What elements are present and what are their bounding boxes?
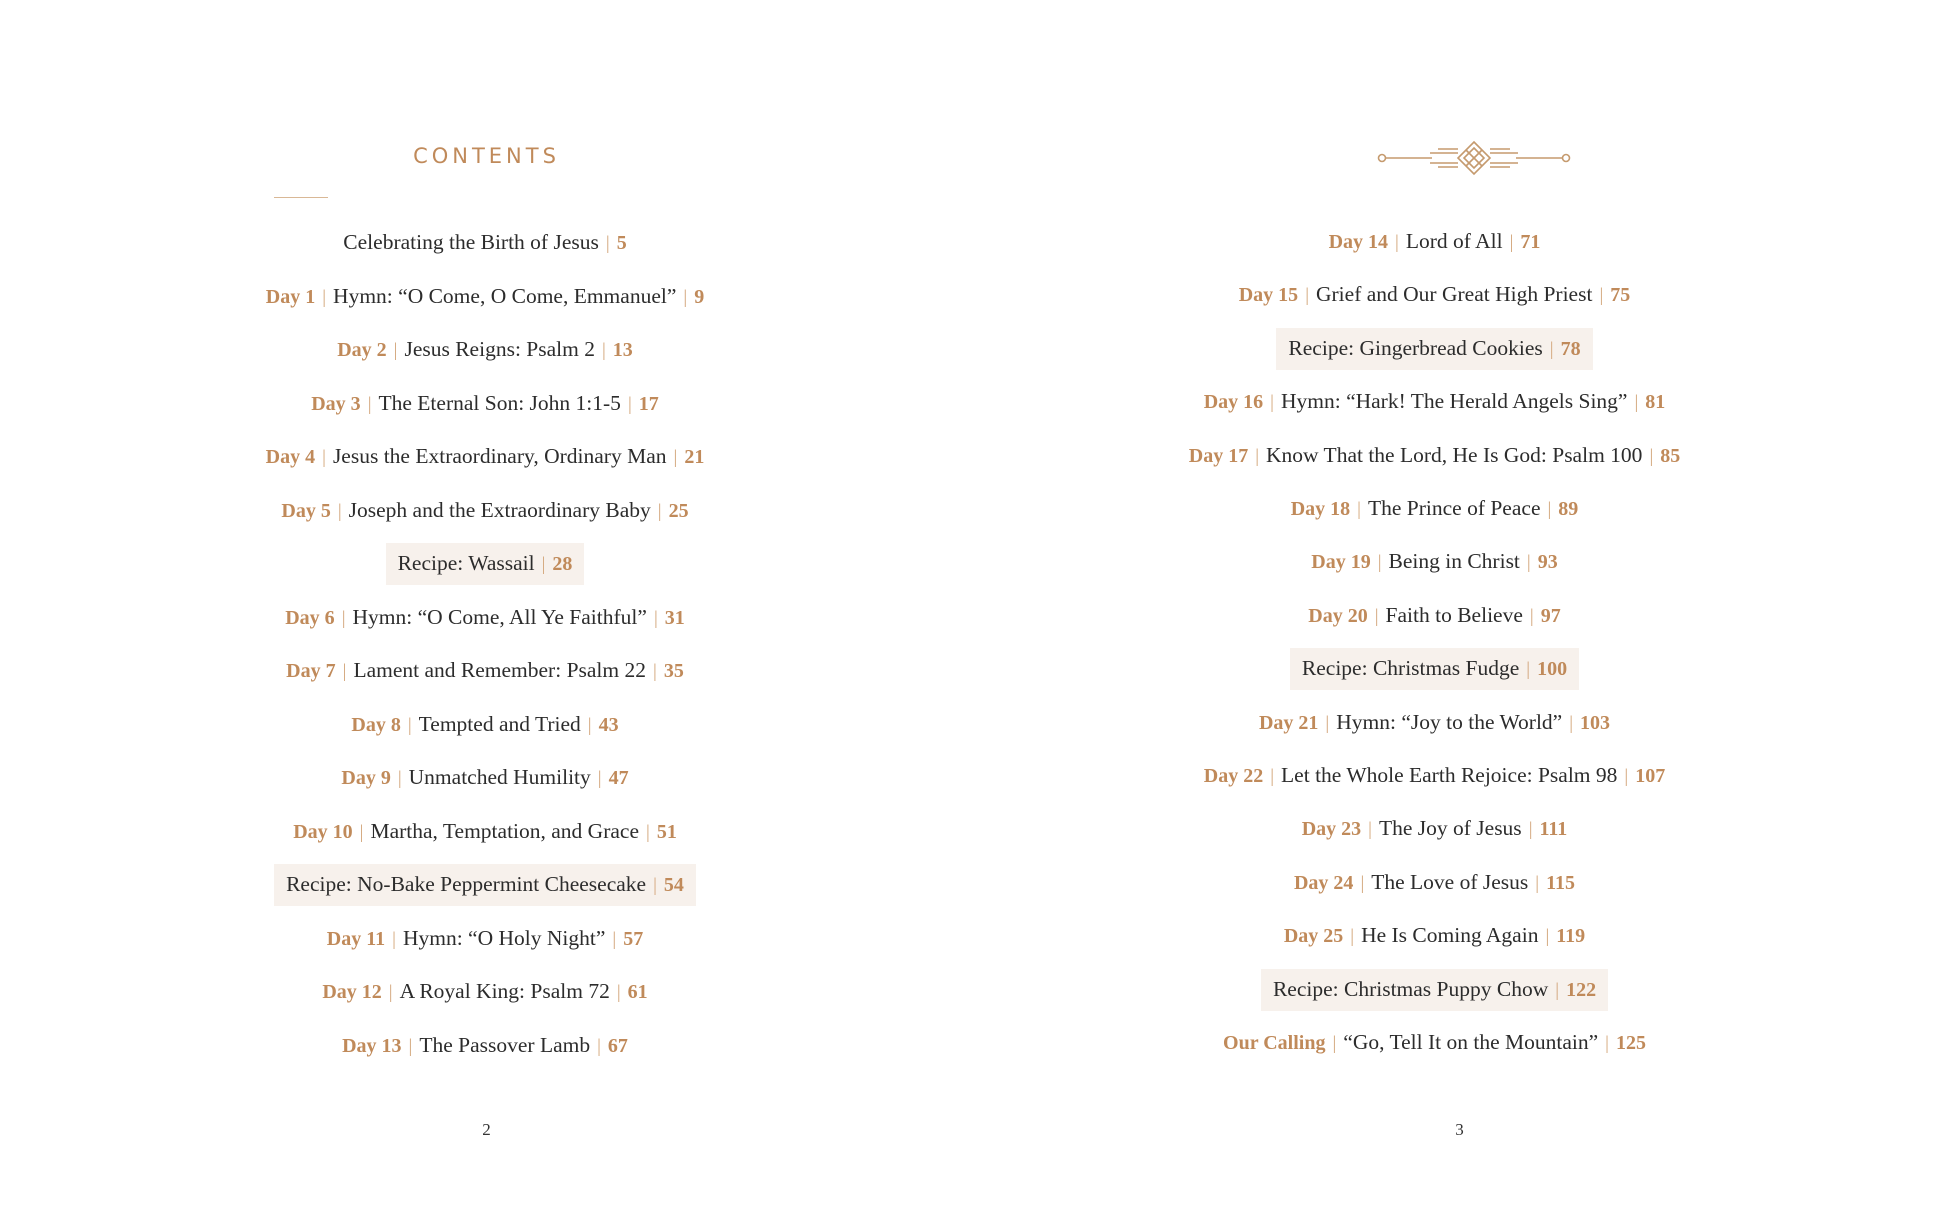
toc-entry-label: Day 22 <box>1203 765 1264 787</box>
separator-bar-icon: | <box>1545 926 1550 948</box>
toc-entry-title: Unmatched Humility <box>408 765 591 789</box>
toc-entry-title: Jesus Reigns: Psalm 2 <box>404 337 595 361</box>
separator-bar-icon: | <box>1535 872 1540 894</box>
separator-bar-icon: | <box>1599 285 1604 307</box>
toc-entry-title: Recipe: No-Bake Peppermint Cheesecake <box>286 872 647 896</box>
toc-entry-page-number: 21 <box>684 446 705 468</box>
toc-entry[interactable] <box>1123 381 1746 421</box>
separator-bar-icon: | <box>1270 392 1274 414</box>
separator-bar-icon: | <box>1526 659 1531 681</box>
separator-bar-icon: | <box>646 821 650 843</box>
separator-bar-icon: | <box>653 607 658 629</box>
toc-entry-page-number: 9 <box>694 285 705 308</box>
toc-entry-label: Day 12 <box>322 981 382 1003</box>
toc-entry-content <box>1296 595 1572 637</box>
toc-entry-title: Tempted and Tried <box>418 711 581 736</box>
toc-entry-label: Day 21 <box>1258 711 1319 734</box>
toc-entry[interactable] <box>185 329 785 369</box>
separator-bar-icon: | <box>359 821 364 843</box>
toc-entry-label: Day 23 <box>1301 818 1362 841</box>
toc-entry-page-number: 89 <box>1558 498 1579 520</box>
toc-entry[interactable] <box>185 757 785 797</box>
toc-entry-title: Hymn: “O Come, All Ye Faithful” <box>352 604 647 629</box>
separator-bar-icon: | <box>1528 819 1533 841</box>
toc-entry-content <box>299 383 671 425</box>
toc-entry[interactable] <box>1123 808 1746 848</box>
toc-entry[interactable] <box>185 971 785 1011</box>
toc-entry-content <box>281 811 689 853</box>
toc-entry-label: Day 7 <box>286 660 336 682</box>
toc-entry-label: Day 11 <box>326 927 386 950</box>
toc-entry-label: Day 16 <box>1203 391 1264 414</box>
toc-entry-label: Day 17 <box>1188 444 1249 467</box>
toc-entry-recipe[interactable] <box>185 864 785 904</box>
toc-entry[interactable] <box>185 1025 785 1065</box>
toc-entry[interactable] <box>185 811 785 851</box>
toc-entry-title: He Is Coming Again <box>1361 923 1539 948</box>
toc-entry-label: Day 8 <box>351 713 401 736</box>
separator-bar-icon: | <box>601 340 606 361</box>
toc-entry[interactable] <box>185 276 785 316</box>
toc-entry-title: Hymn: “Hark! The Herald Angels Sing” <box>1280 389 1628 414</box>
toc-entry-page-number: 13 <box>612 339 633 361</box>
toc-entry-title: Recipe: Gingerbread Cookies <box>1288 335 1543 360</box>
toc-entry-content <box>339 704 630 746</box>
toc-entry-label: Day 2 <box>337 339 387 361</box>
toc-entry-title: A Royal King: Psalm 72 <box>399 979 610 1003</box>
toc-entry-recipe[interactable] <box>1123 648 1746 688</box>
toc-entry[interactable] <box>1123 221 1746 261</box>
toc-entry-content <box>386 543 585 585</box>
separator-bar-icon: | <box>407 714 412 736</box>
toc-entry-content <box>1192 381 1678 423</box>
toc-entry[interactable] <box>1123 274 1746 314</box>
toc-entry-content <box>254 276 716 318</box>
separator-bar-icon: | <box>1357 499 1361 520</box>
toc-entry-content <box>1272 915 1597 957</box>
separator-bar-icon: | <box>1509 232 1514 253</box>
toc-entry[interactable] <box>1123 1022 1746 1062</box>
separator-bar-icon: | <box>1368 819 1372 841</box>
separator-bar-icon: | <box>1634 392 1639 414</box>
toc-entry-content <box>1290 648 1579 690</box>
toc-entry-label: Day 25 <box>1283 925 1344 948</box>
toc-entry[interactable] <box>185 436 785 476</box>
toc-entry-page-number: 67 <box>607 1034 628 1057</box>
separator-bar-icon: | <box>1350 926 1355 948</box>
separator-bar-icon: | <box>673 447 678 468</box>
toc-entry-content <box>274 650 696 692</box>
toc-entry-content <box>325 329 645 371</box>
toc-entry-label: Day 20 <box>1308 604 1368 627</box>
separator-bar-icon: | <box>1624 766 1629 787</box>
separator-bar-icon: | <box>605 233 610 254</box>
toc-entry-label: Our Calling <box>1223 1032 1326 1054</box>
toc-entry-content <box>1290 808 1580 850</box>
toc-entry[interactable] <box>1123 488 1746 528</box>
toc-entry-content <box>1261 969 1608 1011</box>
toc-entry-page-number: 28 <box>552 553 573 575</box>
toc-entry-label: Day 4 <box>265 446 316 468</box>
toc-entry-recipe[interactable] <box>1123 969 1746 1009</box>
toc-entry-content <box>1282 862 1587 904</box>
separator-bar-icon: | <box>587 714 592 736</box>
toc-entry-page-number: 111 <box>1539 818 1568 841</box>
separator-bar-icon: | <box>1332 1033 1337 1054</box>
separator-bar-icon: | <box>1549 338 1554 360</box>
toc-entry-page-number: 85 <box>1660 444 1681 467</box>
toc-entry-label: Day 14 <box>1328 231 1389 253</box>
toc-entry-page-number: 115 <box>1546 871 1575 894</box>
separator-bar-icon: | <box>322 447 326 468</box>
toc-entry-page-number: 81 <box>1645 391 1666 414</box>
separator-bar-icon: | <box>597 768 602 789</box>
toc-entry-title: Hymn: “O Come, O Come, Emmanuel” <box>333 283 677 308</box>
toc-entry-label: Day 3 <box>311 392 361 415</box>
toc-entry-page-number: 93 <box>1537 551 1558 574</box>
toc-entry-title: Recipe: Christmas Puppy Chow <box>1272 976 1549 1001</box>
separator-bar-icon: | <box>616 982 621 1003</box>
separator-bar-icon: | <box>397 768 402 789</box>
toc-entry-label: Day 24 <box>1293 871 1354 894</box>
separator-bar-icon: | <box>342 661 347 682</box>
toc-entry-page-number: 122 <box>1566 978 1597 1001</box>
toc-entry-title: Recipe: Christmas Fudge <box>1301 656 1520 681</box>
toc-entry-page-number: 51 <box>656 820 677 843</box>
toc-entry-page-number: 31 <box>664 606 685 629</box>
toc-entry-page-number: 103 <box>1580 711 1611 734</box>
toc-entry-content <box>274 864 696 906</box>
toc-entry-title: Know That the Lord, He Is God: Psalm 100 <box>1266 442 1643 467</box>
toc-entry-content <box>273 597 697 639</box>
toc-list-right <box>1123 0 1746 1100</box>
toc-entry-content <box>269 490 700 532</box>
toc-entry[interactable] <box>185 597 785 637</box>
toc-entry-title: The Love of Jesus <box>1371 869 1529 894</box>
toc-entry-label: Day 9 <box>341 767 391 789</box>
toc-entry-page-number: 125 <box>1615 1032 1646 1054</box>
toc-entry[interactable] <box>185 918 785 958</box>
toc-entry[interactable] <box>1123 595 1746 635</box>
toc-entry[interactable] <box>185 490 785 530</box>
toc-entry-title: The Prince of Peace <box>1367 496 1541 520</box>
separator-bar-icon: | <box>541 554 546 575</box>
toc-entry-page-number: 25 <box>668 499 689 522</box>
toc-entry-title: “Go, Tell It on the Mountain” <box>1343 1030 1599 1054</box>
separator-bar-icon: | <box>1569 712 1574 734</box>
separator-bar-icon: | <box>627 393 632 415</box>
toc-entry-content <box>1211 1022 1658 1064</box>
separator-bar-icon: | <box>1255 445 1260 467</box>
toc-entry-label: Day 10 <box>293 820 353 843</box>
separator-bar-icon: | <box>653 661 657 682</box>
separator-bar-icon: | <box>1649 445 1654 467</box>
contents-heading: CONTENTS <box>413 144 560 168</box>
toc-entry-title: Grief and Our Great High Priest <box>1316 282 1593 307</box>
toc-entry-page-number: 35 <box>663 660 684 682</box>
toc-list-left <box>185 0 785 1100</box>
separator-bar-icon: | <box>1547 499 1552 520</box>
toc-entry-content <box>315 918 655 960</box>
toc-entry-title: Hymn: “Joy to the World” <box>1336 709 1563 734</box>
toc-entry-page-number: 107 <box>1635 765 1666 787</box>
page-number-right: 3 <box>1455 1120 1464 1139</box>
toc-entry-content <box>310 971 659 1013</box>
separator-bar-icon: | <box>322 286 327 308</box>
toc-entry-label: Day 13 <box>342 1034 402 1057</box>
toc-entry-content <box>329 757 640 799</box>
toc-entry[interactable] <box>185 704 785 744</box>
toc-entry-title: Martha, Temptation, and Grace <box>370 818 639 843</box>
toc-entry-recipe[interactable] <box>185 543 785 583</box>
separator-bar-icon: | <box>393 340 398 361</box>
toc-entry-content <box>1317 221 1553 263</box>
toc-entry-content <box>330 1025 640 1067</box>
separator-bar-icon: | <box>1305 285 1309 307</box>
toc-entry-page-number: 100 <box>1537 658 1568 681</box>
toc-entry[interactable] <box>1123 435 1746 475</box>
toc-entry-content <box>331 222 638 264</box>
separator-bar-icon: | <box>1270 766 1275 787</box>
toc-entry-title: Let the Whole Earth Rejoice: Psalm 98 <box>1281 763 1618 787</box>
toc-entry-title: Faith to Believe <box>1385 602 1523 627</box>
toc-entry[interactable] <box>1123 541 1746 581</box>
toc-entry-content <box>1276 328 1592 370</box>
toc-entry-title: Hymn: “O Holy Night” <box>402 925 606 950</box>
toc-entry-title: The Passover Lamb <box>419 1032 591 1057</box>
toc-entry-content <box>1192 755 1677 797</box>
toc-entry[interactable] <box>185 650 785 690</box>
separator-bar-icon: | <box>388 982 393 1003</box>
toc-entry-content <box>1299 541 1569 583</box>
separator-bar-icon: | <box>1395 232 1399 253</box>
separator-bar-icon: | <box>341 607 346 629</box>
toc-entry-title: Joseph and the Extraordinary Baby <box>348 497 651 522</box>
toc-entry[interactable] <box>185 222 785 262</box>
toc-entry-page-number: 54 <box>663 874 684 896</box>
toc-entry-content <box>1227 274 1643 316</box>
separator-bar-icon: | <box>1374 605 1379 627</box>
toc-entry-page-number: 71 <box>1520 231 1541 253</box>
toc-entry-title: The Joy of Jesus <box>1378 816 1522 841</box>
toc-entry-label: Day 1 <box>265 285 316 308</box>
page-number-left: 2 <box>482 1120 491 1139</box>
toc-entry-label: Day 6 <box>285 606 335 629</box>
toc-entry-content <box>254 436 717 478</box>
separator-bar-icon: | <box>1377 552 1382 574</box>
toc-entry-title: Being in Christ <box>1388 549 1520 574</box>
toc-entry-title: Lord of All <box>1405 229 1503 253</box>
right-page <box>973 0 1946 1211</box>
toc-entry-title: The Eternal Son: John 1:1-5 <box>378 390 621 415</box>
toc-entry-label: Day 5 <box>281 499 331 522</box>
separator-bar-icon: | <box>1526 552 1531 574</box>
toc-entry-page-number: 57 <box>623 927 644 950</box>
separator-bar-icon: | <box>1605 1033 1609 1054</box>
toc-entry-label: Day 19 <box>1311 551 1371 574</box>
separator-bar-icon: | <box>408 1035 413 1057</box>
toc-entry-page-number: 43 <box>598 713 619 736</box>
toc-entry-content <box>1247 702 1622 744</box>
separator-bar-icon: | <box>392 928 396 950</box>
separator-bar-icon: | <box>657 500 662 522</box>
toc-entry-page-number: 119 <box>1556 925 1586 948</box>
separator-bar-icon: | <box>597 1035 601 1057</box>
toc-entry[interactable] <box>1123 915 1746 955</box>
toc-entry-page-number: 5 <box>616 232 627 254</box>
separator-bar-icon: | <box>612 928 617 950</box>
toc-entry-page-number: 61 <box>627 981 648 1003</box>
toc-entry-content <box>1279 488 1591 530</box>
separator-bar-icon: | <box>653 875 657 896</box>
separator-bar-icon: | <box>1325 712 1330 734</box>
toc-entry-page-number: 17 <box>638 392 659 415</box>
toc-entry-page-number: 97 <box>1540 604 1561 627</box>
toc-entry-page-number: 78 <box>1560 337 1581 360</box>
toc-entry-title: Lament and Remember: Psalm 22 <box>353 658 647 682</box>
separator-bar-icon: | <box>1555 979 1560 1001</box>
toc-entry-recipe[interactable] <box>1123 328 1746 368</box>
toc-entry-label: Day 18 <box>1290 498 1351 520</box>
separator-bar-icon: | <box>337 500 342 522</box>
toc-entry[interactable] <box>1123 755 1746 795</box>
separator-bar-icon: | <box>683 286 688 308</box>
toc-entry-label: Day 15 <box>1238 284 1299 307</box>
toc-entry[interactable] <box>185 383 785 423</box>
toc-entry-content <box>1177 435 1693 477</box>
separator-bar-icon: | <box>1360 872 1365 894</box>
toc-entry-title: Jesus the Extraordinary, Ordinary Man <box>332 444 667 468</box>
toc-entry-page-number: 75 <box>1610 284 1631 307</box>
toc-entry[interactable] <box>1123 862 1746 902</box>
separator-bar-icon: | <box>1529 605 1534 627</box>
toc-entry-title: Celebrating the Birth of Jesus <box>343 230 599 254</box>
toc-entry-page-number: 47 <box>608 767 629 789</box>
toc-entry-title: Recipe: Wassail <box>397 551 535 575</box>
separator-bar-icon: | <box>367 393 372 415</box>
toc-entry[interactable] <box>1123 702 1746 742</box>
